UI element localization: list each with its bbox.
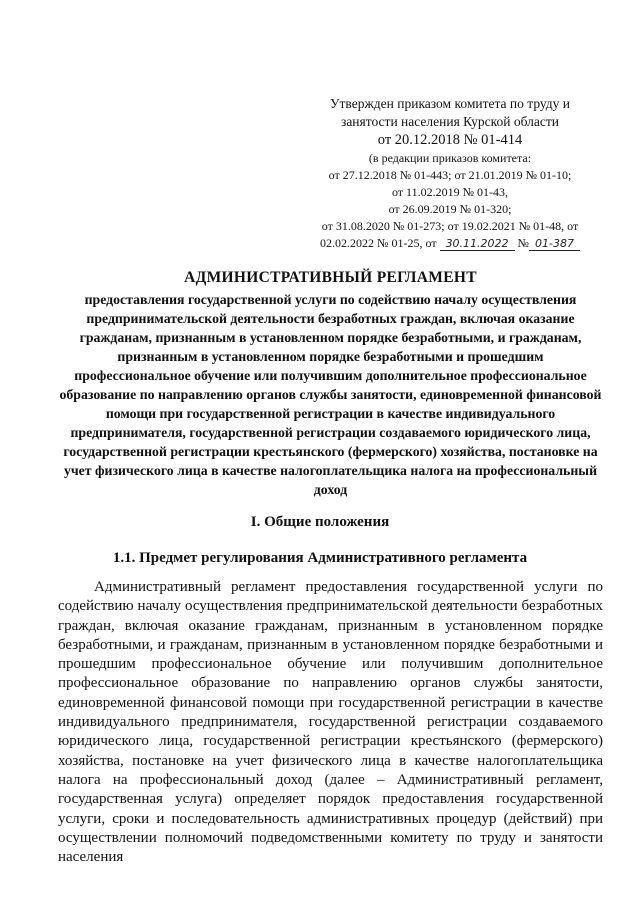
approval-line-7: от 26.09.2019 № 01-320;	[388, 202, 512, 216]
approval-line-9	[300, 235, 600, 252]
section-heading: I. Общие положения	[250, 514, 390, 530]
approval-line-4: (в редакции приказов комитета:	[368, 151, 532, 165]
document-title-block	[58, 268, 603, 499]
document-title: АДМИНИСТРАТИВНЫЙ РЕГЛАМЕНТ	[184, 269, 477, 286]
approval-line-2: занятости населения Курской области	[340, 114, 560, 129]
section-subheading: 1.1. Предмет регулирования Административного регламента	[112, 550, 528, 566]
approval-order-number: от 20.12.2018 № 01-414	[377, 132, 523, 148]
number-sign: №	[517, 236, 529, 250]
handwritten-date: 30.11.2022	[440, 237, 515, 251]
document-subtitle: предоставления государственной услуги по содействию началу осуществления предпринимательской деятельности безработных граждан, включая оказание гражданам, признанным в установленном порядке безработными, и гражданам, признанным в установленном порядке безработными и прошедшим профессиональное обучение или получившим дополнительное профессиональное образование по направлению органов службы занятости, единовременной финансовой помощи при государственной регистрации в качестве индивидуального предпринимателя, государственной регистрации создаваемого юридического лица, государственной регистрации крестьянского (фермерского) хозяйства, постановке на учет физического лица в качестве налогоплательщика налога на профессиональный доход	[59, 292, 602, 497]
body-paragraph: Административный регламент предоставления государственной услуги по содействию началу осуществления предпринимательской деятельности безработных граждан, включая оказание гражданам, признанным в установленном порядке безработными, и гражданам, признанным в установленном порядке безработными и прошедшим профессиональное обучение или получившим дополнительное профессиональное образование по направлению органов службы занятости, единовременной финансовой помощи при государственной регистрации в качестве индивидуального предпринимателя, государственной регистрации создаваемого юридического лица, государственной регистрации крестьянского (фермерского) хозяйства, постановке на учет физического лица в качестве налогоплательщика налога на профессиональный доход (далее – Административный регламент, государственная услуга) определяет порядок предоставления государственной услуги, сроки и последовательность административных процедур (действий) при осуществлении полномочий подведомственными комитету по труду и занятости населения	[58, 579, 603, 866]
approval-stamp	[300, 95, 600, 252]
handwritten-number: 01-387	[529, 237, 580, 251]
approval-line-8: от 31.08.2020 № 01-273; от 19.02.2021 № 01-48, от	[321, 219, 579, 233]
approval-line-9-prefix: 02.02.2022 № 01-25, от	[320, 236, 437, 250]
approval-line-6: от 11.02.2019 № 01-43,	[391, 185, 509, 199]
approval-line-5: от 27.12.2018 № 01-443; от 21.01.2019 № 01-10;	[328, 168, 572, 182]
approval-line-1: Утвержден приказом комитета по труду и	[329, 96, 571, 111]
